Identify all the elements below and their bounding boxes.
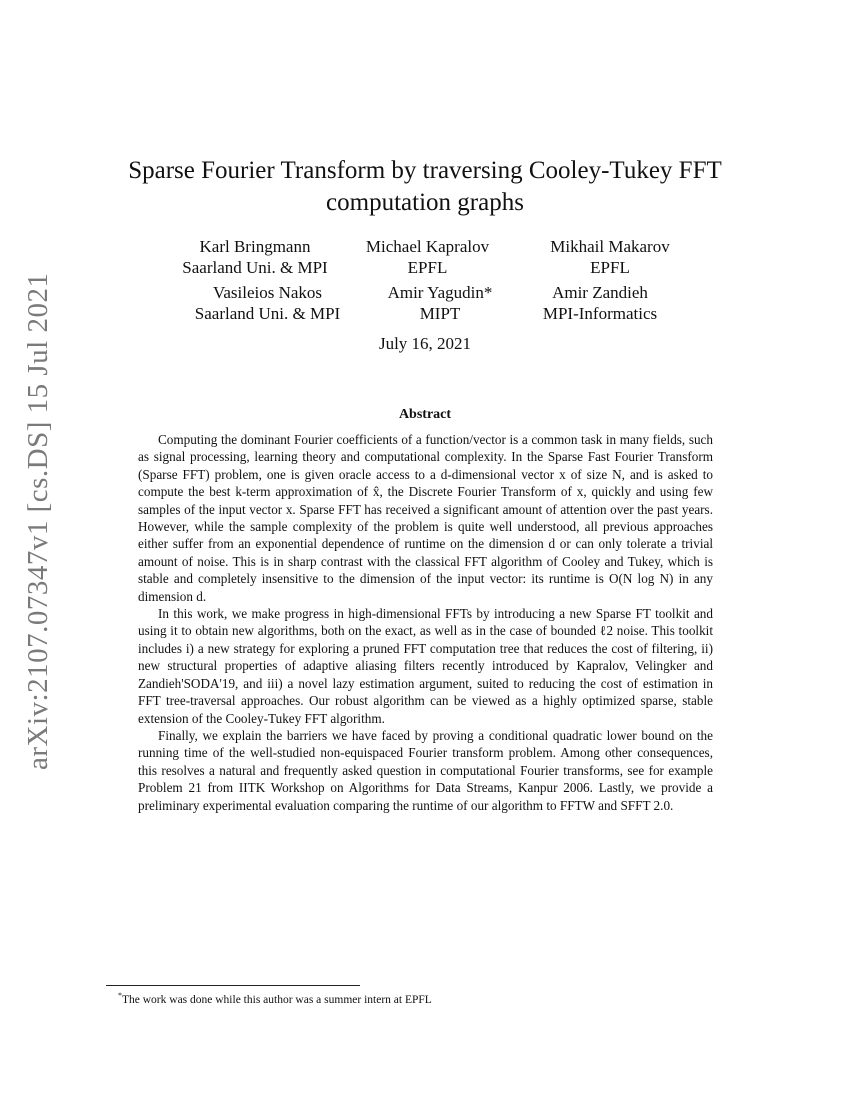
abstract-body: [138, 431, 713, 814]
author-block: [520, 282, 680, 324]
author-affiliation: EPFL: [407, 258, 448, 277]
author-name: Amir Zandieh: [552, 283, 648, 302]
author-block: [345, 236, 510, 278]
abstract-heading: Abstract: [398, 407, 452, 422]
author-affiliation: Saarland Uni. & MPI: [194, 304, 341, 323]
paper-title: Sparse Fourier Transform by traversing Cooley-Tukey FFT computation graphs: [128, 157, 722, 216]
abstract-paragraph: In this work, we make progress in high-dimensional FFTs by introducing a new Sparse FT toolkit and using it to obtain new algorithms, both on the exact, as well as in the case of bounded ℓ2 noise. This toolkit includes i) a new strategy for exploring a pruned FFT computation tree that reduces the cost of filtering, ii) new structural properties of adaptive aliasing filters recently introduced by Kapralov, Velingker and Zandieh'SODA'19, and iii) a novel lazy estimation argument, suited to reducing the cost of estimation in FFT tree-traversal approaches. Our robust algorithm can be viewed as a highly optimized sparse, stable extension of the Cooley-Tukey FFT algorithm.: [138, 606, 713, 726]
author-affiliation: EPFL: [590, 258, 630, 277]
footnote-mark: *: [118, 991, 122, 1000]
author-name: Amir Yagudin*: [387, 283, 493, 302]
author-block: [160, 236, 350, 278]
arxiv-identifier: arXiv:2107.07347v1 [cs.DS] 15 Jul 2021: [22, 272, 54, 770]
publication-date: July 16, 2021: [378, 334, 472, 353]
author-affiliation: Saarland Uni. & MPI: [182, 258, 328, 277]
footnote-divider: [106, 985, 360, 986]
footnote: [118, 991, 432, 1006]
abstract-paragraph: Computing the dominant Fourier coefficients of a function/vector is a common task in many fields, such as signal processing, learning theory and computational complexity. In the Sparse Fast Fourier Transform (Sparse FFT) problem, one is given oracle access to a d-dimensional vector x of size N, and is asked to compute the best k-term approximation of x̂, the Discrete Fourier Transform of x, quickly and using few samples of the input vector x. Sparse FFT has received a significant amount of attention over the past years. However, while the sample complexity of the problem is quite well understood, all previous approaches either suffer from an exponential dependence of runtime on the dimension d or can only tolerate a trivial amount of noise. This is in sharp contrast with the classical FFT algorithm of Cooley and Tukey, which is stable and completely insensitive to the dimension of the input vector: its runtime is O(N log N) in any dimension d.: [138, 432, 713, 604]
author-affiliation: MIPT: [419, 304, 461, 323]
author-block: [175, 282, 360, 324]
author-block: [520, 236, 700, 278]
author-name: Karl Bringmann: [199, 237, 311, 256]
author-name: Michael Kapralov: [365, 237, 490, 256]
author-name: Vasileios Nakos: [212, 283, 323, 302]
author-affiliation: MPI-Informatics: [542, 304, 658, 323]
footnote-text: The work was done while this author was a summer intern at EPFL: [122, 993, 432, 1006]
author-block: [365, 282, 515, 324]
author-name: Mikhail Makarov: [550, 237, 670, 256]
abstract-paragraph: Finally, we explain the barriers we have faced by proving a conditional quadratic lower bound on the running time of the well-studied non-equispaced Fourier transform problem. Among other consequences, this resolves a natural and frequently asked question in computational Fourier transforms, see for example Problem 21 from IITK Workshop on Algorithms for Data Streams, Kanpur 2006. Lastly, we provide a preliminary experimental evaluation comparing the runtime of our algorithm to FFTW and SFFT 2.0.: [138, 727, 713, 813]
